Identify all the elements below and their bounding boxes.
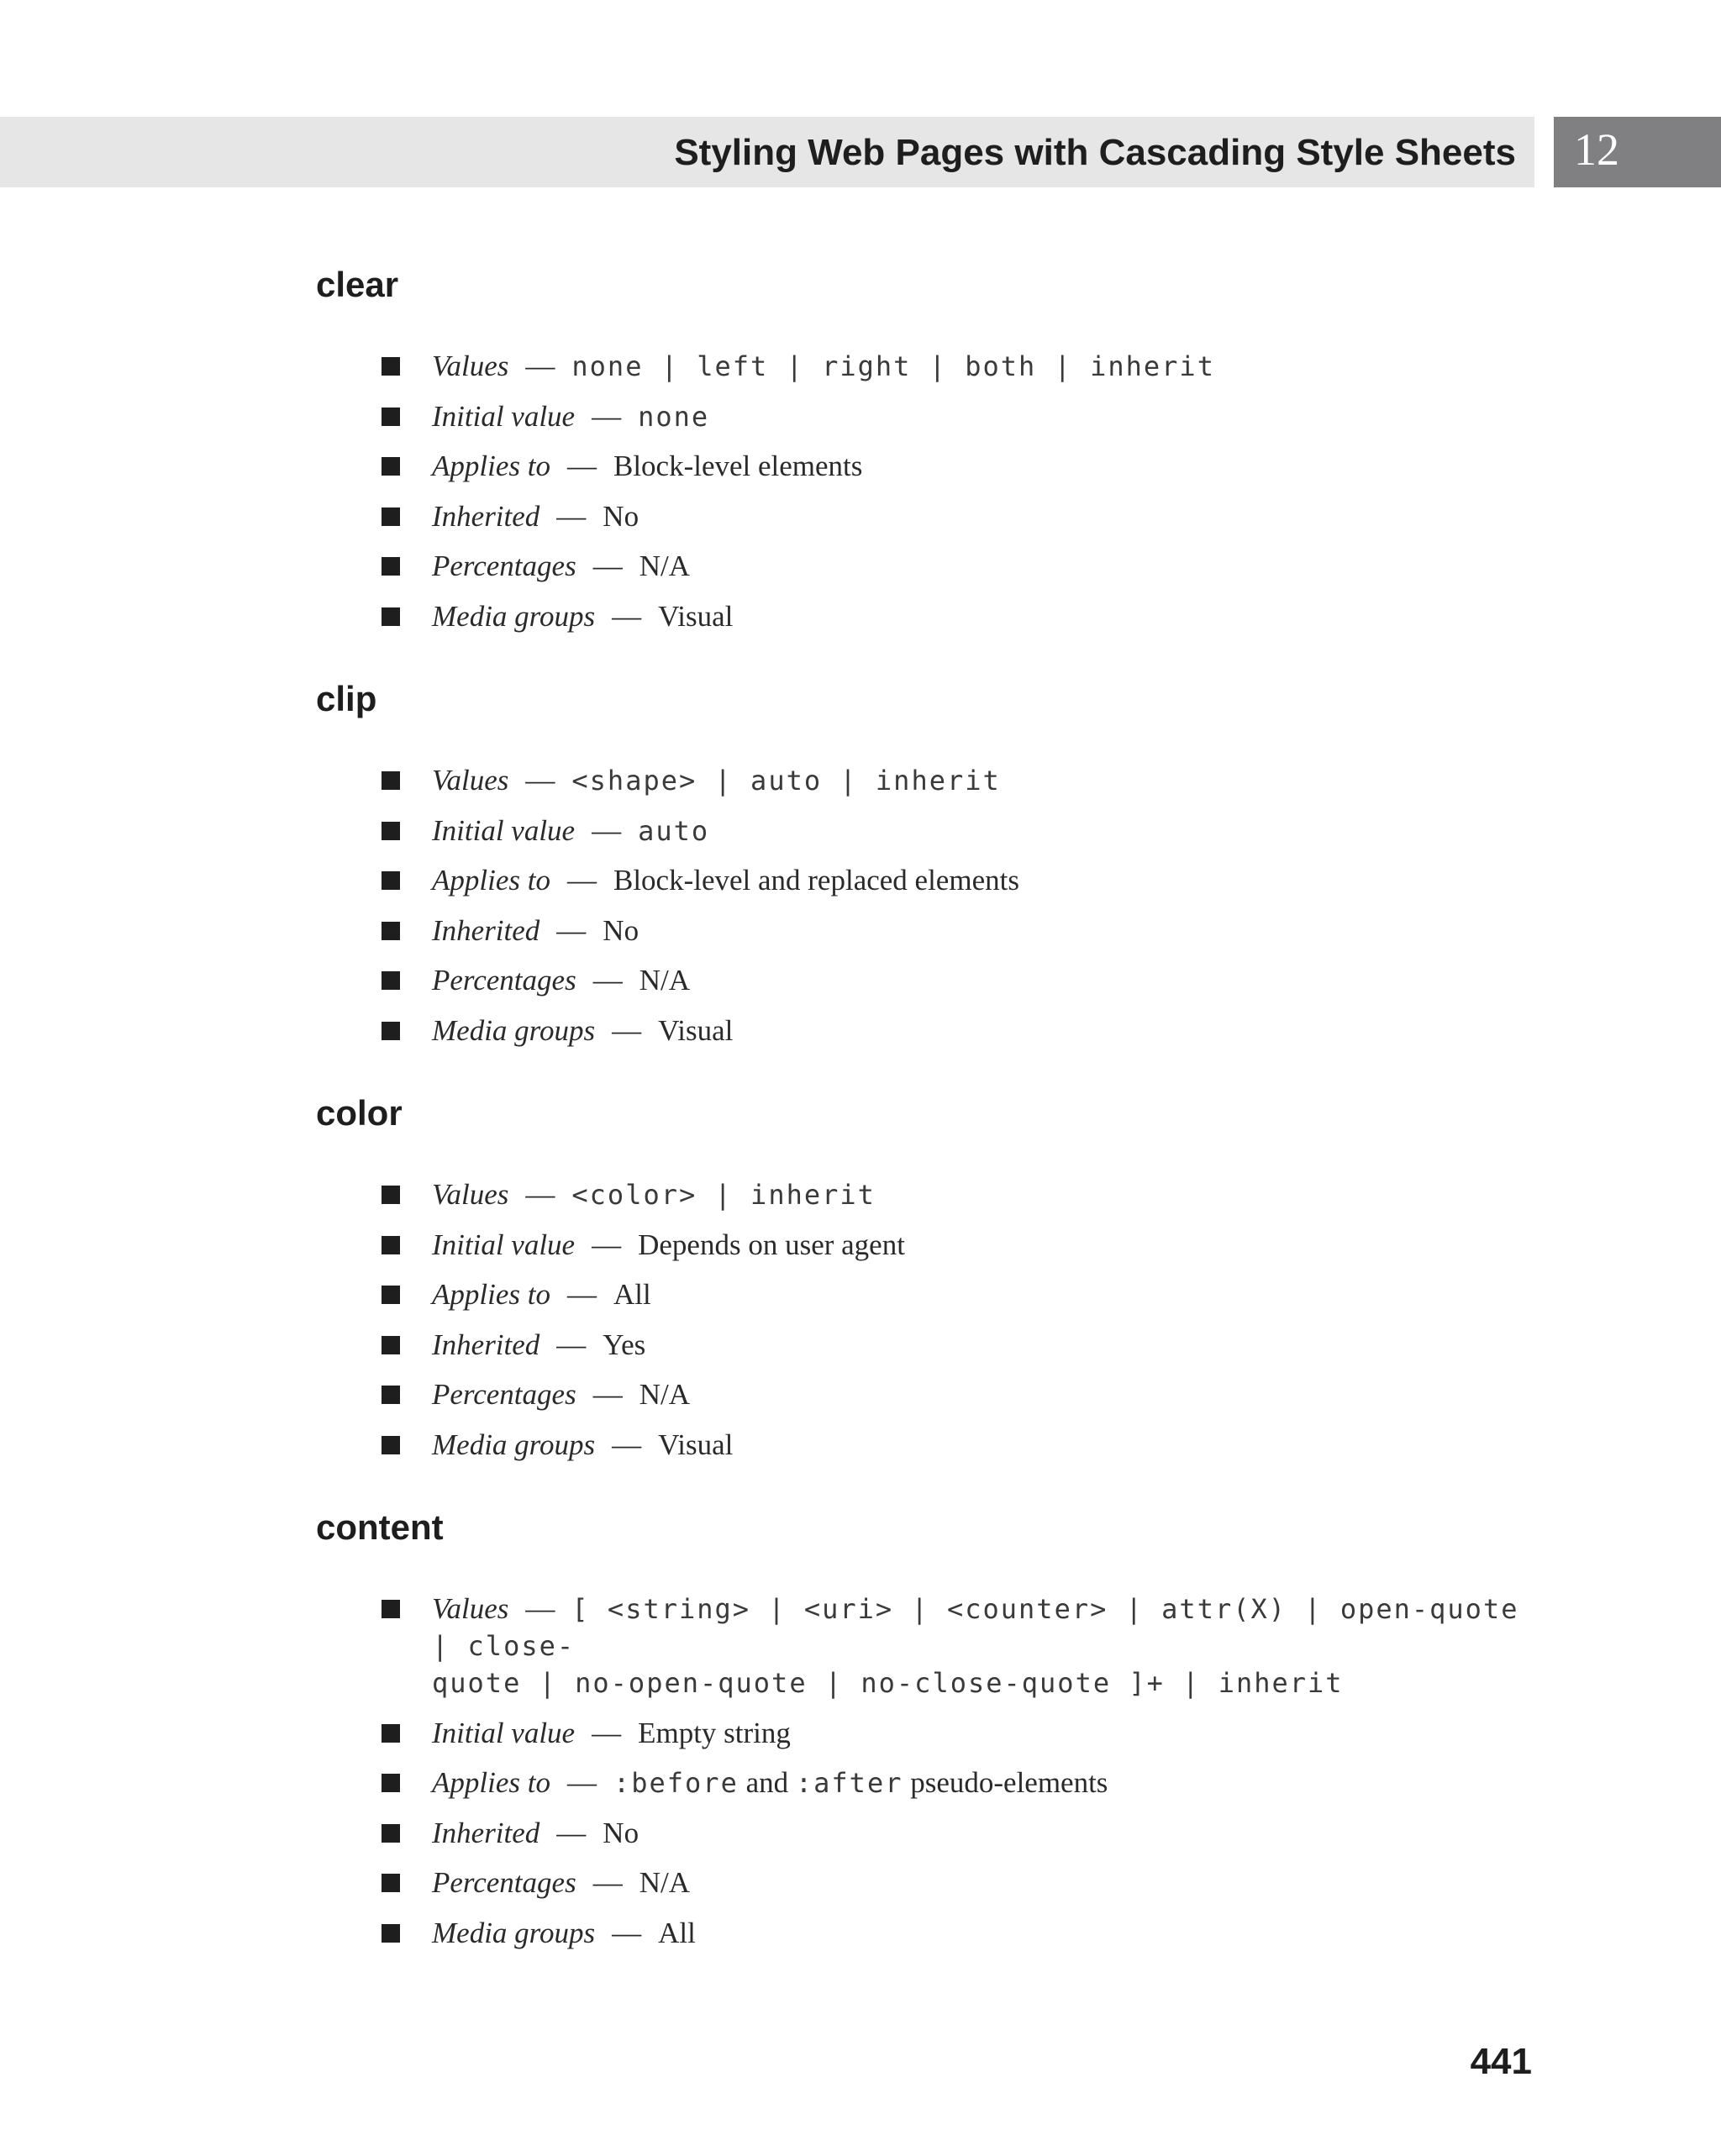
- em-dash: —: [556, 1816, 587, 1849]
- property-value: N/A: [639, 550, 690, 583]
- property-label: Media groups: [432, 1013, 596, 1047]
- em-dash: —: [525, 350, 555, 382]
- em-dash: —: [592, 1716, 622, 1749]
- list-item: [380, 1715, 1539, 1752]
- property-value: Visual: [658, 1013, 734, 1047]
- property-value: No: [603, 499, 639, 533]
- em-dash: —: [592, 964, 623, 997]
- list-item: [380, 598, 1539, 635]
- square-bullet-icon: [382, 607, 400, 626]
- property-label: Percentages: [432, 1378, 576, 1412]
- property-list-content: [380, 1591, 1539, 1965]
- square-bullet-icon: [382, 1022, 400, 1040]
- square-bullet-icon: [382, 557, 400, 576]
- square-bullet-icon: [382, 1824, 400, 1843]
- property-heading-color: color: [316, 1093, 403, 1133]
- list-item: [380, 862, 1539, 899]
- property-value: All: [658, 1916, 696, 1949]
- code-after: :after: [795, 1767, 903, 1800]
- chapter-title: Styling Web Pages with Cascading Style Sheets: [674, 132, 1516, 173]
- property-value: Block-level elements: [613, 450, 863, 483]
- list-item: [380, 1864, 1539, 1901]
- property-value: pseudo-elements: [910, 1766, 1108, 1800]
- chapter-tab: [1554, 117, 1721, 187]
- property-label: Inherited: [432, 913, 540, 947]
- list-item: [380, 398, 1539, 435]
- em-dash: —: [612, 1916, 642, 1949]
- em-dash: —: [556, 499, 587, 533]
- page-number: 441: [1470, 2041, 1532, 2082]
- property-value: Visual: [658, 1428, 734, 1461]
- property-label: Values: [432, 1592, 509, 1625]
- property-label: Initial value: [432, 1716, 576, 1749]
- property-label: Values: [432, 764, 509, 797]
- list-item: [380, 762, 1539, 799]
- list-item: [380, 1327, 1539, 1364]
- property-value: N/A: [639, 964, 690, 997]
- list-item: [380, 1915, 1539, 1952]
- property-heading-clip: clip: [316, 679, 377, 718]
- square-bullet-icon: [382, 922, 400, 940]
- square-bullet-icon: [382, 1236, 400, 1254]
- list-item: [380, 812, 1539, 849]
- em-dash: —: [556, 1328, 587, 1361]
- square-bullet-icon: [382, 1386, 400, 1404]
- square-bullet-icon: [382, 1924, 400, 1943]
- list-item: [380, 448, 1539, 485]
- em-dash: —: [592, 1228, 622, 1261]
- list-item: [380, 1276, 1539, 1313]
- square-bullet-icon: [382, 408, 400, 426]
- property-value: No: [603, 913, 639, 947]
- list-item: [380, 1591, 1539, 1701]
- square-bullet-icon: [382, 1724, 400, 1743]
- property-heading-content: content: [316, 1507, 444, 1547]
- property-value: Block-level and replaced elements: [613, 864, 1019, 897]
- em-dash: —: [592, 1378, 623, 1412]
- square-bullet-icon: [382, 357, 400, 376]
- property-value: N/A: [639, 1866, 690, 1900]
- conjunction-text: and: [745, 1766, 789, 1800]
- property-label: Applies to: [432, 1766, 550, 1800]
- em-dash: —: [566, 864, 597, 897]
- list-item: [380, 498, 1539, 535]
- em-dash: —: [556, 913, 587, 947]
- property-label: Percentages: [432, 964, 576, 997]
- em-dash: —: [525, 1592, 555, 1625]
- property-value: Depends on user agent: [638, 1228, 905, 1261]
- square-bullet-icon: [382, 822, 400, 840]
- property-label: Percentages: [432, 1866, 576, 1900]
- property-label: Applies to: [432, 450, 550, 483]
- list-item: [380, 548, 1539, 585]
- property-value: All: [613, 1278, 651, 1312]
- square-bullet-icon: [382, 1436, 400, 1454]
- list-item: [380, 1376, 1539, 1413]
- em-dash: —: [592, 399, 622, 433]
- property-label: Initial value: [432, 399, 576, 433]
- property-value: No: [603, 1816, 639, 1849]
- property-heading-clear: clear: [316, 265, 399, 304]
- property-value: <color> | inherit: [571, 1179, 876, 1211]
- list-item: [380, 1227, 1539, 1264]
- property-value: Yes: [603, 1328, 646, 1361]
- square-bullet-icon: [382, 771, 400, 790]
- property-value: auto: [638, 814, 710, 847]
- property-value: <shape> | auto | inherit: [571, 765, 1001, 797]
- em-dash: —: [612, 1013, 642, 1047]
- list-item: [380, 348, 1539, 385]
- property-list-clear: [380, 348, 1539, 649]
- square-bullet-icon: [382, 971, 400, 990]
- square-bullet-icon: [382, 1774, 400, 1792]
- property-label: Inherited: [432, 499, 540, 533]
- property-list-color: [380, 1176, 1539, 1477]
- list-item: [380, 1815, 1539, 1852]
- property-label: Applies to: [432, 1278, 550, 1312]
- square-bullet-icon: [382, 871, 400, 890]
- property-value: none: [638, 400, 710, 433]
- property-value: Visual: [658, 599, 734, 633]
- code-before: :before: [613, 1767, 739, 1800]
- square-bullet-icon: [382, 1286, 400, 1304]
- square-bullet-icon: [382, 1336, 400, 1354]
- property-label: Media groups: [432, 599, 596, 633]
- square-bullet-icon: [382, 1600, 400, 1618]
- property-label: Inherited: [432, 1328, 540, 1361]
- property-value-line-1: [ <string> | <uri> | <counter> | attr(X) | open-quote | close-: [432, 1593, 1519, 1662]
- em-dash: —: [566, 1766, 597, 1800]
- list-item: [380, 1012, 1539, 1049]
- property-label: Initial value: [432, 1228, 576, 1261]
- property-label: Inherited: [432, 1816, 540, 1849]
- square-bullet-icon: [382, 507, 400, 526]
- em-dash: —: [566, 1278, 597, 1312]
- square-bullet-icon: [382, 457, 400, 476]
- property-label: Percentages: [432, 550, 576, 583]
- property-label: Initial value: [432, 813, 576, 847]
- em-dash: —: [525, 764, 555, 797]
- list-item: [380, 1764, 1539, 1801]
- property-value-line-2: quote | no-open-quote | no-close-quote ]+ | inherit: [432, 1667, 1344, 1699]
- square-bullet-icon: [382, 1874, 400, 1892]
- em-dash: —: [612, 599, 642, 633]
- property-value: N/A: [639, 1378, 690, 1412]
- em-dash: —: [592, 1866, 623, 1900]
- em-dash: —: [592, 813, 622, 847]
- list-item: [380, 912, 1539, 949]
- list-item: [380, 962, 1539, 999]
- property-value: none | left | right | both | inherit: [571, 350, 1215, 382]
- em-dash: —: [566, 450, 597, 483]
- property-label: Media groups: [432, 1428, 596, 1461]
- property-value: Empty string: [638, 1716, 791, 1749]
- list-item: [380, 1427, 1539, 1464]
- property-list-clip: [380, 762, 1539, 1063]
- square-bullet-icon: [382, 1186, 400, 1204]
- list-item: [380, 1176, 1539, 1213]
- property-label: Values: [432, 1178, 509, 1211]
- property-label: Applies to: [432, 864, 550, 897]
- em-dash: —: [612, 1428, 642, 1461]
- property-label: Media groups: [432, 1916, 596, 1949]
- em-dash: —: [592, 550, 623, 583]
- em-dash: —: [525, 1178, 555, 1211]
- property-label: Values: [432, 350, 509, 382]
- chapter-number: 12: [1574, 124, 1619, 175]
